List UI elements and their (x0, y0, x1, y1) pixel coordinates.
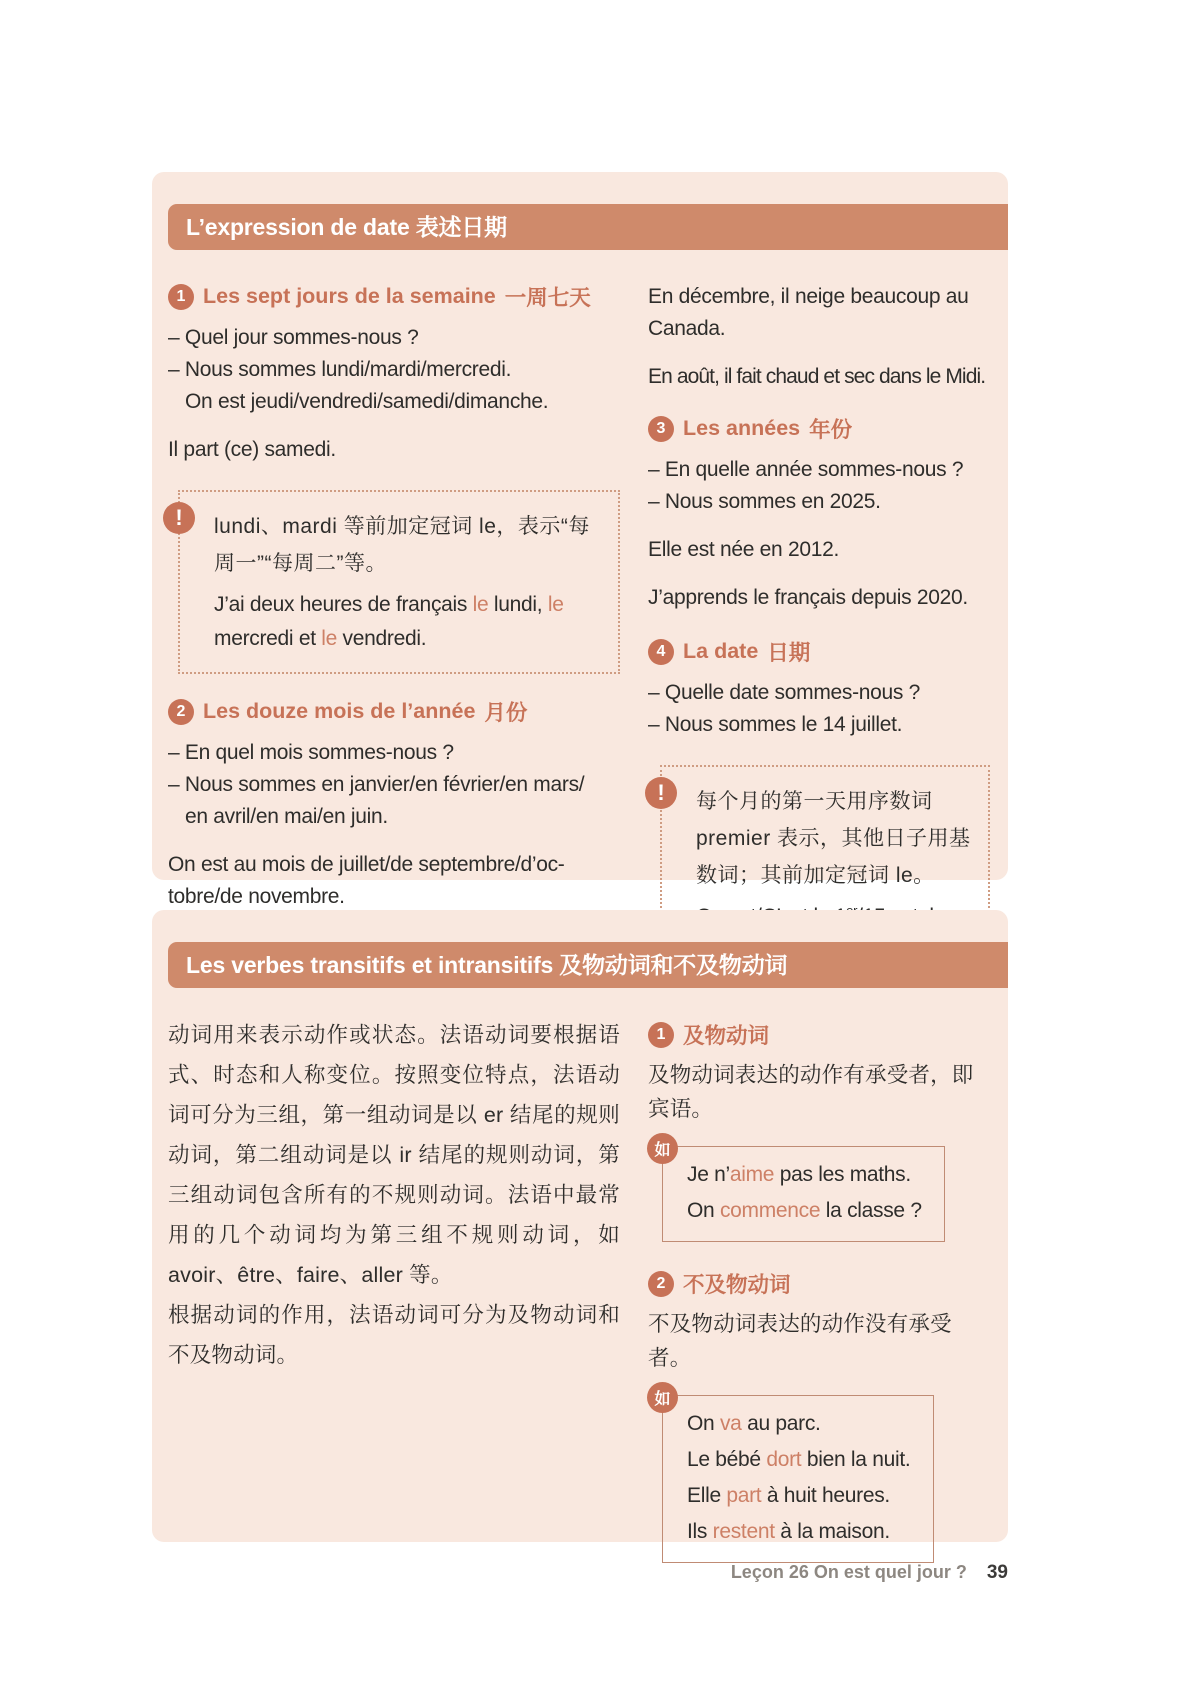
number-2-icon: 2 (648, 1271, 674, 1297)
section-columns (152, 250, 1008, 974)
subheading-label-fr: Les années (683, 416, 801, 440)
example-line: Ils restent à la maison. (687, 1520, 890, 1543)
example-line: On va au parc. (687, 1412, 821, 1435)
example-box-transitive (654, 1142, 945, 1242)
note-text-zh: lundi、mardi 等前加定冠词 le，表示“每周一”“每周二”等。 (214, 515, 590, 575)
left-column (168, 1009, 620, 1589)
explanation-paragraph: 动词用来表示动作或状态。法语动词要根据语式、时态和人称变位。按照变位特点，法语动词可分为三组，第一组动词是以 er 结尾的规则动词，第二组动词是以 ir 结尾的规则动词，第三组动词包含所有的不规则动词。法语中最常用的几个动词均为第三组不规则动词，如 avoir、être、faire、aller 等。 (168, 1023, 620, 1287)
dialogue-months (168, 737, 620, 833)
dialogue-line: en avril/en mai/en juin. (185, 805, 388, 828)
example-sentence: Elle est née en 2012. (648, 538, 840, 561)
section-title-bar: Les verbes transitifs et intransitifs 及物动词和不及物动词 (168, 942, 1008, 988)
dialogue-line: – Quel jour sommes-nous ? (168, 326, 419, 349)
example-sentence: En août, il fait chaud et sec dans le Midi. (648, 365, 986, 388)
subheading-years (648, 413, 990, 444)
subheading-label-zh: 不及物动词 (683, 1273, 791, 1297)
note-text-zh: 每个月的第一天用序数词 premier 表示，其他日子用基数词；其前加定冠词 le。 (696, 790, 971, 887)
subheading-label-zh: 日期 (767, 641, 811, 665)
section-transitive-verbs (152, 910, 1008, 1542)
number-2-icon: 2 (168, 699, 194, 725)
example-sentence: Il part (ce) samedi. (168, 438, 336, 461)
right-column (648, 271, 990, 974)
dialogue-line: – En quelle année sommes-nous ? (648, 458, 964, 481)
sentence-line: On est au mois de juillet/de septembre/d’oc- (168, 853, 565, 876)
definition-text: 及物动词表达的动作有承受者，即宾语。 (648, 1063, 974, 1121)
number-3-icon: 3 (648, 416, 674, 442)
dialogue-line: – Nous sommes le 14 juillet. (648, 713, 903, 736)
example-ru-icon: 如 (647, 1133, 678, 1164)
dialogue-line: – Nous sommes lundi/mardi/mercredi. (168, 358, 512, 381)
subheading-label-zh: 年份 (809, 418, 853, 442)
dialogue-date (648, 677, 990, 741)
example-box-intransitive (654, 1391, 934, 1563)
example-sentence: J’apprends le français depuis 2020. (648, 586, 968, 609)
subheading-days-of-week (168, 281, 620, 312)
example-line: On commence la classe ? (687, 1199, 922, 1222)
number-4-icon: 4 (648, 639, 674, 665)
right-column (648, 1009, 990, 1589)
subheading-label-fr: Les douze mois de l’année (203, 699, 476, 723)
left-column (168, 271, 620, 974)
dialogue-line: – Nous sommes en janvier/en février/en mars/ (168, 773, 585, 796)
example-line: Je n’aime pas les maths. (687, 1163, 911, 1186)
example-line: Le bébé dort bien la nuit. (687, 1448, 911, 1471)
dialogue-line: – Quelle date sommes-nous ? (648, 681, 921, 704)
note-example-fr: J’ai deux heures de français le lundi, le mercredi et le vendredi. (214, 593, 564, 650)
dialogue-line: – Nous sommes en 2025. (648, 490, 881, 513)
dialogue-line: – En quel mois sommes-nous ? (168, 741, 454, 764)
dialogue-line: On est jeudi/vendredi/samedi/dimanche. (185, 390, 549, 413)
explanation-paragraph: 根据动词的作用，法语动词可分为及物动词和不及物动词。 (168, 1303, 620, 1367)
subheading-months (168, 696, 620, 727)
number-1-icon: 1 (168, 284, 194, 310)
footer-page-number: 39 (986, 1562, 1008, 1583)
sentence-line: tobre/de novembre. (168, 885, 345, 908)
note-box-weekdays (175, 490, 620, 674)
subheading-date (648, 636, 990, 667)
section-date-expression (152, 172, 1008, 908)
dialogue-days (168, 322, 620, 418)
subheading-label-zh: 及物动词 (683, 1024, 770, 1048)
example-sentence-months (168, 849, 620, 913)
exclamation-icon: ! (163, 502, 195, 534)
subheading-intransitive (648, 1268, 990, 1299)
dialogue-years (648, 454, 990, 518)
footer-lesson-title: Leçon 26 On est quel jour ? (730, 1562, 967, 1582)
example-ru-icon: 如 (647, 1382, 678, 1413)
page-footer (731, 1562, 1008, 1584)
subheading-label-zh: 一周七天 (504, 286, 591, 310)
subheading-label-zh: 月份 (484, 701, 528, 725)
subheading-label-fr: La date (683, 639, 759, 663)
subheading-transitive (648, 1019, 990, 1050)
section-title-bar: L’expression de date 表述日期 (168, 204, 1008, 250)
section-columns (152, 988, 1008, 1589)
example-sentence: En décembre, il neige beaucoup au Canada. (648, 285, 969, 340)
exclamation-icon: ! (645, 777, 677, 809)
example-line: Elle part à huit heures. (687, 1484, 890, 1507)
number-1-icon: 1 (648, 1022, 674, 1048)
definition-text: 不及物动词表达的动作没有承受者。 (648, 1312, 952, 1370)
subheading-label-fr: Les sept jours de la semaine (203, 284, 496, 308)
